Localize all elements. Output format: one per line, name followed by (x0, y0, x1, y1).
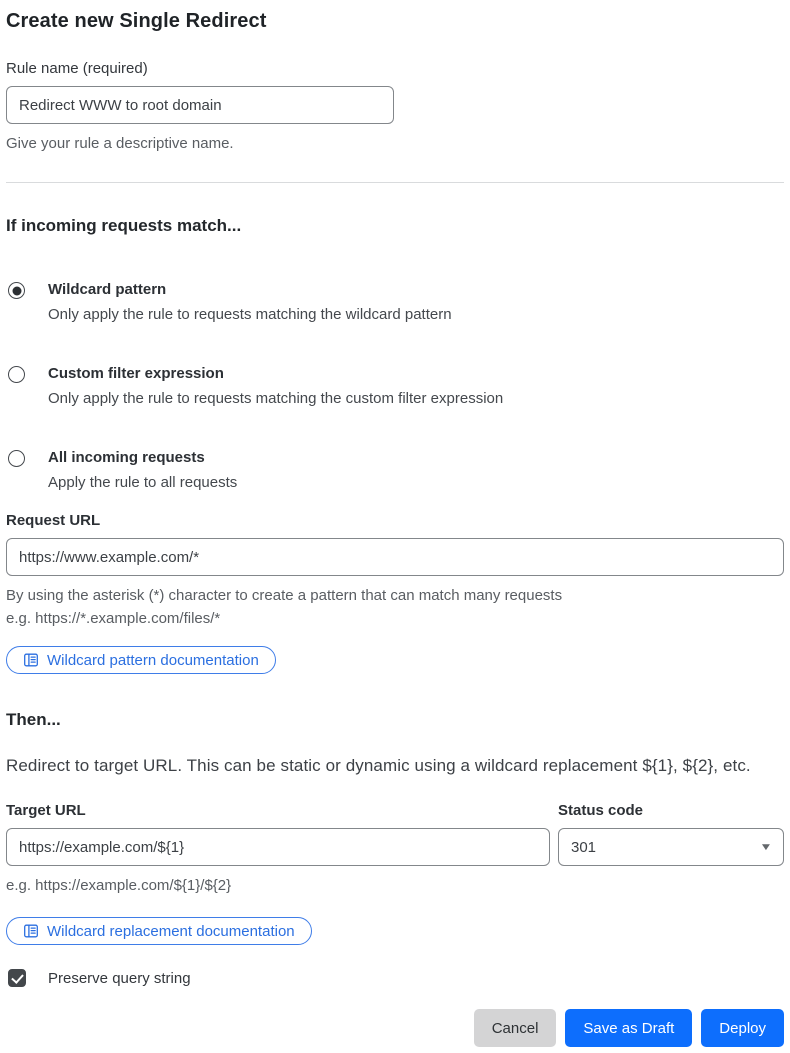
wildcard-pattern-doc-button[interactable] (6, 646, 276, 674)
radio-button-icon[interactable] (8, 366, 25, 383)
checkbox-check-icon[interactable] (8, 969, 26, 987)
radio-button-icon[interactable] (8, 282, 25, 299)
target-url-field (6, 776, 550, 866)
status-code-field (558, 776, 784, 866)
rule-name-field (6, 60, 784, 155)
open-book-icon (23, 923, 39, 939)
radio-option-description: Apply the rule to all requests (48, 474, 238, 491)
target-url-input[interactable] (6, 828, 550, 866)
radio-option-custom-filter-expression[interactable] (6, 365, 784, 408)
radio-option-all-incoming-requests[interactable] (6, 449, 784, 492)
preserve-query-string-option[interactable] (6, 969, 784, 987)
rule-name-label: Rule name (required) (6, 60, 148, 77)
rule-name-input[interactable] (6, 86, 394, 124)
page-title: Create new Single Redirect (6, 10, 267, 32)
radio-option-wildcard-pattern[interactable] (6, 281, 784, 324)
radio-texts (48, 281, 452, 324)
match-section-heading: If incoming requests match... (6, 216, 242, 235)
status-code-select[interactable] (558, 828, 784, 866)
request-url-input[interactable] (6, 538, 784, 576)
status-code-value: 301 (571, 838, 597, 856)
doc-button-label: Wildcard pattern documentation (47, 651, 259, 669)
radio-option-label[interactable]: Custom filter expression (48, 365, 224, 382)
radio-option-description: Only apply the rule to requests matching the custom filter expression (48, 390, 504, 407)
wildcard-replacement-doc-button[interactable] (6, 917, 312, 945)
section-divider (6, 182, 784, 183)
cancel-button[interactable]: Cancel (474, 1009, 557, 1047)
radio-option-label[interactable]: Wildcard pattern (48, 281, 167, 298)
doc-button-label: Wildcard replacement documentation (47, 922, 295, 940)
radio-texts (48, 449, 237, 492)
deploy-button[interactable]: Deploy (701, 1009, 784, 1047)
request-url-field (6, 512, 784, 630)
status-code-label: Status code (558, 802, 644, 819)
then-section-heading: Then... (6, 710, 61, 729)
form-actions (6, 1009, 784, 1053)
open-book-icon (23, 652, 39, 668)
request-url-help: By using the asterisk (*) character to create a pattern that can match many requests e.g. https://*.example.com/files/* (6, 587, 563, 627)
radio-option-description: Only apply the rule to requests matching the wildcard pattern (48, 306, 452, 323)
radio-button-icon[interactable] (8, 450, 25, 467)
rule-name-help: Give your rule a descriptive name. (6, 135, 234, 152)
radio-option-label[interactable]: All incoming requests (48, 449, 205, 466)
target-url-label: Target URL (6, 802, 86, 819)
caret-down-icon: ▼ (759, 841, 773, 853)
checkbox-label: Preserve query string (48, 969, 191, 987)
target-url-help: e.g. https://example.com/${1}/${2} (6, 877, 232, 894)
then-section-description: Redirect to target URL. This can be static or dynamic using a wildcard replacement ${1}, ${2}, etc. (6, 756, 751, 775)
save-as-draft-button[interactable]: Save as Draft (565, 1009, 692, 1047)
target-status-row (6, 776, 784, 866)
radio-texts (48, 365, 503, 408)
match-options-group (6, 281, 784, 492)
request-url-label: Request URL (6, 512, 101, 529)
